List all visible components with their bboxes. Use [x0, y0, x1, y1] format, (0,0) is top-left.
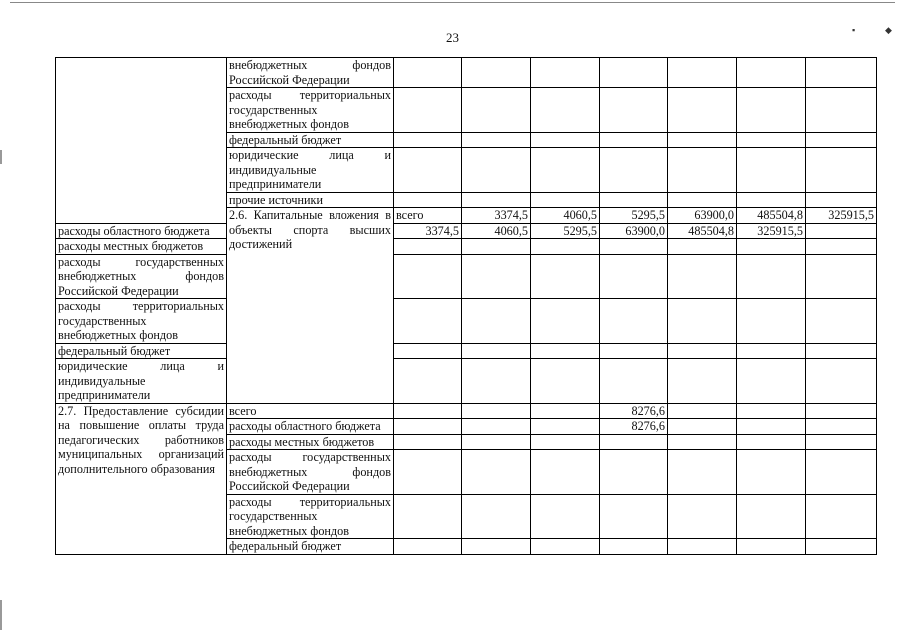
amount-cell [600, 539, 668, 555]
amount-cell [668, 239, 737, 255]
amount-cell [531, 88, 600, 133]
amount-cell [462, 299, 531, 344]
funding-source-cell: расходы местных бюджетов [56, 239, 227, 255]
amount-cell [394, 132, 462, 148]
scan-edge-mark [0, 150, 2, 164]
amount-cell [394, 58, 462, 88]
amount-cell [737, 359, 806, 404]
amount-cell [462, 192, 531, 208]
amount-cell [806, 539, 877, 555]
amount-cell [394, 239, 462, 255]
amount-cell [531, 359, 600, 404]
funding-source-cell: расходы территориальных государственных внебюджетных фондов [56, 299, 227, 344]
amount-cell [394, 343, 462, 359]
amount-cell [668, 403, 737, 419]
amount-cell [737, 299, 806, 344]
funding-source-cell: федеральный бюджет [227, 539, 394, 555]
amount-cell [462, 148, 531, 193]
amount-cell: 5295,5 [531, 223, 600, 239]
table-row [56, 239, 877, 255]
amount-cell [600, 359, 668, 404]
amount-cell: 325915,5 [737, 223, 806, 239]
amount-cell [531, 192, 600, 208]
amount-cell: 63900,0 [600, 223, 668, 239]
amount-cell [531, 58, 600, 88]
amount-cell [668, 343, 737, 359]
funding-source-cell: расходы государственных внебюджетных фондов Российской Федерации [56, 254, 227, 299]
amount-cell [668, 539, 737, 555]
funding-source-cell: расходы территориальных государственных внебюджетных фондов [227, 88, 394, 133]
budget-table [55, 57, 877, 555]
funding-source-cell: федеральный бюджет [56, 343, 227, 359]
amount-cell [462, 359, 531, 404]
funding-source-cell: расходы территориальных государственных внебюджетных фондов [227, 494, 394, 539]
amount-cell [668, 88, 737, 133]
amount-cell [806, 403, 877, 419]
table-row [56, 359, 877, 404]
amount-cell [462, 434, 531, 450]
amount-cell [806, 434, 877, 450]
amount-cell [600, 434, 668, 450]
amount-cell [737, 132, 806, 148]
amount-cell [668, 192, 737, 208]
amount-cell: 4060,5 [462, 223, 531, 239]
amount-cell [394, 450, 462, 495]
amount-cell [600, 132, 668, 148]
amount-cell [600, 239, 668, 255]
amount-cell [531, 434, 600, 450]
funding-source-cell: расходы местных бюджетов [227, 434, 394, 450]
scan-speck-mark: ▪ [852, 25, 856, 35]
scan-edge-mark [0, 600, 2, 630]
amount-cell: 63900,0 [668, 208, 737, 224]
amount-cell [806, 239, 877, 255]
amount-cell [600, 494, 668, 539]
funding-source-cell: расходы государственных внебюджетных фондов Российской Федерации [227, 450, 394, 495]
amount-cell [462, 254, 531, 299]
amount-cell [462, 132, 531, 148]
amount-cell [806, 450, 877, 495]
amount-cell [737, 450, 806, 495]
amount-cell: 3374,5 [462, 208, 531, 224]
amount-cell [394, 192, 462, 208]
amount-cell [531, 299, 600, 344]
scan-top-rule [10, 2, 895, 3]
amount-cell [600, 343, 668, 359]
amount-cell [394, 88, 462, 133]
table-row [56, 403, 877, 419]
amount-cell [531, 148, 600, 193]
amount-cell [531, 132, 600, 148]
budget-table-body [56, 58, 877, 555]
amount-cell [806, 223, 877, 239]
amount-cell [806, 494, 877, 539]
amount-cell [737, 58, 806, 88]
amount-cell [668, 132, 737, 148]
amount-cell [806, 359, 877, 404]
page-number: 23 [446, 30, 459, 45]
amount-cell [394, 434, 462, 450]
amount-cell [668, 299, 737, 344]
funding-source-cell: внебюджетных фондов Российской Федерации [227, 58, 394, 88]
amount-cell [600, 58, 668, 88]
amount-cell [668, 434, 737, 450]
funding-source-cell: всего [227, 403, 394, 419]
amount-cell [462, 450, 531, 495]
amount-cell [462, 419, 531, 435]
program-item-cell: 2.7. Предоставление субсидии на повышение оплаты труда педагогических работников муниципальных организаций дополнительного образования [56, 403, 227, 554]
amount-cell [531, 494, 600, 539]
table-row [56, 254, 877, 299]
amount-cell [394, 254, 462, 299]
amount-cell [806, 254, 877, 299]
amount-cell [737, 192, 806, 208]
amount-cell [462, 343, 531, 359]
amount-cell [394, 299, 462, 344]
amount-cell [806, 88, 877, 133]
funding-source-cell: юридические лица и индивидуальные предприниматели [56, 359, 227, 404]
amount-cell [668, 58, 737, 88]
amount-cell: 4060,5 [531, 208, 600, 224]
amount-cell [600, 299, 668, 344]
amount-cell [394, 494, 462, 539]
amount-cell [462, 539, 531, 555]
amount-cell [737, 539, 806, 555]
amount-cell [600, 148, 668, 193]
table-row [56, 299, 877, 344]
funding-source-cell: федеральный бюджет [227, 132, 394, 148]
amount-cell [737, 88, 806, 133]
amount-cell [806, 58, 877, 88]
amount-cell [806, 148, 877, 193]
amount-cell [462, 88, 531, 133]
program-item-cell: 2.6. Капитальные вложения в объекты спорта высших достижений [227, 208, 394, 404]
amount-cell [394, 403, 462, 419]
amount-cell [806, 132, 877, 148]
amount-cell [531, 539, 600, 555]
amount-cell [600, 254, 668, 299]
amount-cell [737, 434, 806, 450]
amount-cell [462, 494, 531, 539]
table-row [56, 58, 877, 88]
funding-source-cell: расходы областного бюджета [227, 419, 394, 435]
amount-cell [600, 88, 668, 133]
amount-cell [737, 419, 806, 435]
amount-cell [737, 254, 806, 299]
amount-cell [600, 192, 668, 208]
funding-source-cell: расходы областного бюджета [56, 223, 227, 239]
amount-cell: 8276,6 [600, 419, 668, 435]
table-row [56, 223, 877, 239]
amount-cell: 5295,5 [600, 208, 668, 224]
funding-source-cell: всего [394, 208, 462, 224]
scan-speck-mark: ◆ [885, 25, 892, 35]
amount-cell [806, 419, 877, 435]
amount-cell [462, 403, 531, 419]
amount-cell: 8276,6 [600, 403, 668, 419]
amount-cell [600, 450, 668, 495]
amount-cell: 3374,5 [394, 223, 462, 239]
amount-cell [668, 494, 737, 539]
amount-cell [531, 239, 600, 255]
amount-cell [737, 343, 806, 359]
amount-cell [668, 419, 737, 435]
program-item-cell [56, 58, 227, 224]
amount-cell: 485504,8 [668, 223, 737, 239]
amount-cell [668, 450, 737, 495]
amount-cell [668, 359, 737, 404]
amount-cell [531, 419, 600, 435]
amount-cell [737, 403, 806, 419]
amount-cell: 325915,5 [806, 208, 877, 224]
amount-cell [394, 148, 462, 193]
amount-cell [531, 343, 600, 359]
amount-cell [668, 254, 737, 299]
amount-cell [531, 450, 600, 495]
amount-cell [737, 239, 806, 255]
amount-cell [531, 254, 600, 299]
amount-cell [394, 419, 462, 435]
table-row [56, 343, 877, 359]
amount-cell [806, 299, 877, 344]
amount-cell [394, 359, 462, 404]
amount-cell [668, 148, 737, 193]
amount-cell [462, 58, 531, 88]
amount-cell [394, 539, 462, 555]
amount-cell [737, 494, 806, 539]
funding-source-cell: юридические лица и индивидуальные предприниматели [227, 148, 394, 193]
amount-cell [806, 343, 877, 359]
funding-source-cell: прочие источники [227, 192, 394, 208]
amount-cell [806, 192, 877, 208]
amount-cell [737, 148, 806, 193]
amount-cell: 485504,8 [737, 208, 806, 224]
amount-cell [462, 239, 531, 255]
amount-cell [531, 403, 600, 419]
